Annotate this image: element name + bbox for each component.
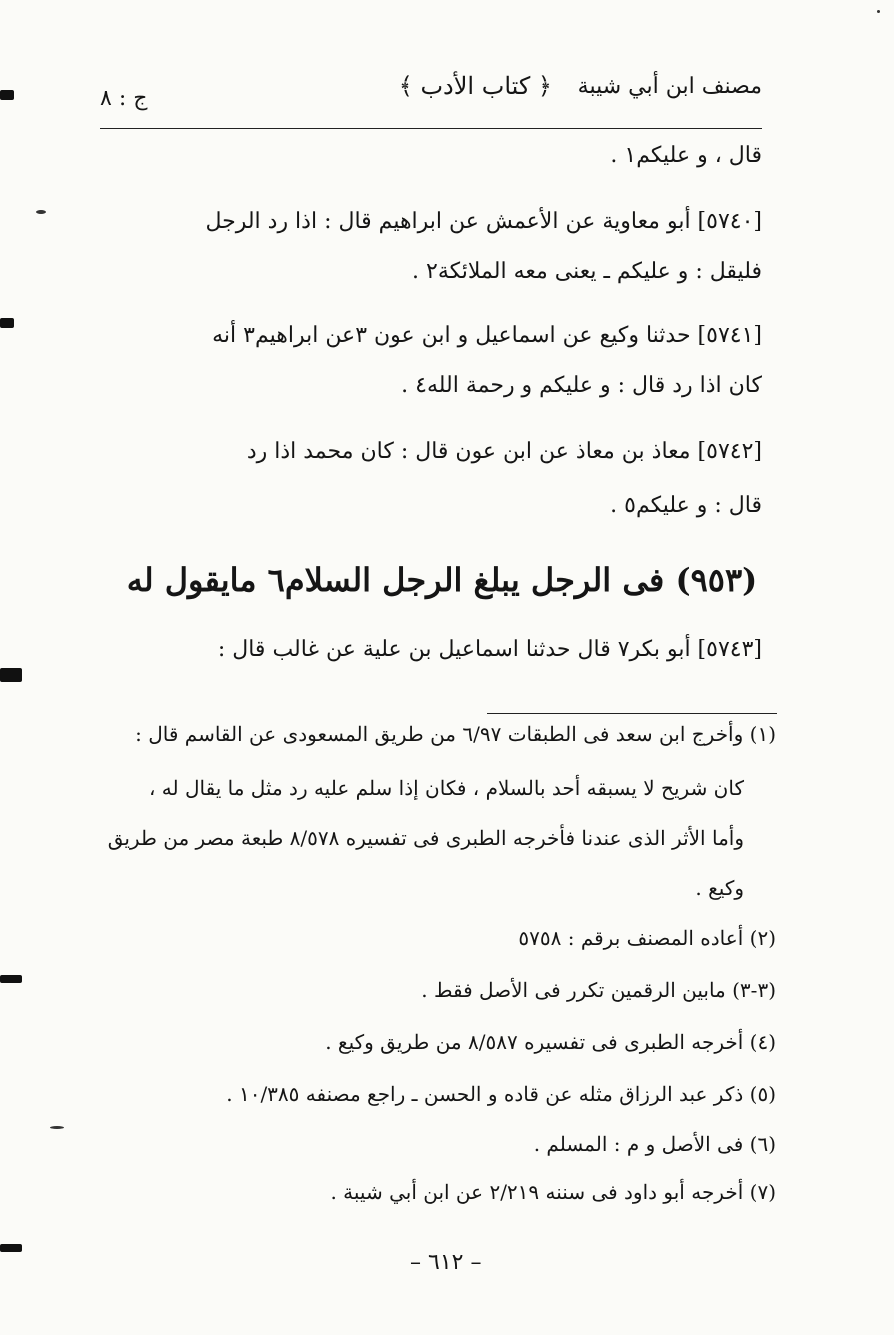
text-line: كان اذا رد قال : و عليكم و رحمة الله٤ .: [401, 373, 762, 398]
scan-speck: [36, 210, 46, 214]
footnote: كان شريح لا يسبقه أحد بالسلام ، فكان إذا سلم عليه رد مثل ما يقال له ،: [148, 776, 744, 800]
footnote: (٥) ذكر عبد الرزاق مثله عن قاده و الحسن ـ راجع مصنفه ١٠/٣٨٥ .: [226, 1082, 776, 1106]
footnote: وكيع .: [695, 876, 744, 900]
text-line: فليقل : و عليكم ـ يعنى معه الملائكة٢ .: [412, 259, 762, 284]
footnote: (٣-٣) مابين الرقمين تكرر فى الأصل فقط .: [421, 978, 776, 1002]
text-line: [٥٧٤١] حدثنا وكيع عن اسماعيل و ابن عون ٣عن ابراهيم٣ أنه: [212, 323, 762, 348]
text-line: قال ، و عليكم١ .: [610, 143, 762, 168]
footnote: (١) وأخرج ابن سعد فى الطبقات ٦/٩٧ من طريق المسعودى عن القاسم قال :: [135, 722, 776, 746]
page-number: – ٦١٢ –: [410, 1250, 482, 1275]
volume-number: ج : ٨: [100, 86, 148, 111]
text-line: قال : و عليكم٥ .: [610, 493, 762, 518]
scan-edge-mark: [0, 1244, 22, 1252]
scan-edge-mark: [0, 318, 14, 328]
page-header: [100, 66, 762, 129]
scan-edge-mark: [0, 90, 14, 100]
text-line: [٥٧٤٣] أبو بكر٧ قال حدثنا اسماعيل بن علية عن غالب قال :: [217, 637, 762, 662]
footnote-divider: [487, 713, 777, 714]
footnote: (٧) أخرجه أبو داود فى سننه ٢/٢١٩ عن ابن أبي شيبة .: [330, 1180, 776, 1204]
chapter-title: ﴿ كتاب الأدب ﴾: [398, 72, 552, 100]
scan-edge-mark: [0, 668, 22, 682]
footnote: (٢) أعاده المصنف برقم : ٥٧٥٨: [518, 926, 776, 950]
section-heading: (٩٥٣) فى الرجل يبلغ الرجل السلام٦ مايقول له: [126, 561, 758, 599]
footnote: (٤) أخرجه الطبرى فى تفسيره ٨/٥٨٧ من طريق وكيع .: [325, 1030, 776, 1054]
scan-speck: [50, 1126, 64, 1129]
scan-speck: [877, 10, 880, 13]
book-title: مصنف ابن أبي شيبة: [577, 74, 762, 99]
footnote: وأما الأثر الذى عندنا فأخرجه الطبرى فى تفسيره ٨/٥٧٨ طبعة مصر من طريق: [107, 826, 744, 850]
text-line: [٥٧٤٠] أبو معاوية عن الأعمش عن ابراهيم قال : اذا رد الرجل: [205, 209, 762, 234]
footnote: (٦) فى الأصل و م : المسلم .: [533, 1132, 776, 1156]
text-line: [٥٧٤٢] معاذ بن معاذ عن ابن عون قال : كان محمد اذا رد: [246, 439, 762, 464]
scan-edge-mark: [0, 975, 22, 983]
